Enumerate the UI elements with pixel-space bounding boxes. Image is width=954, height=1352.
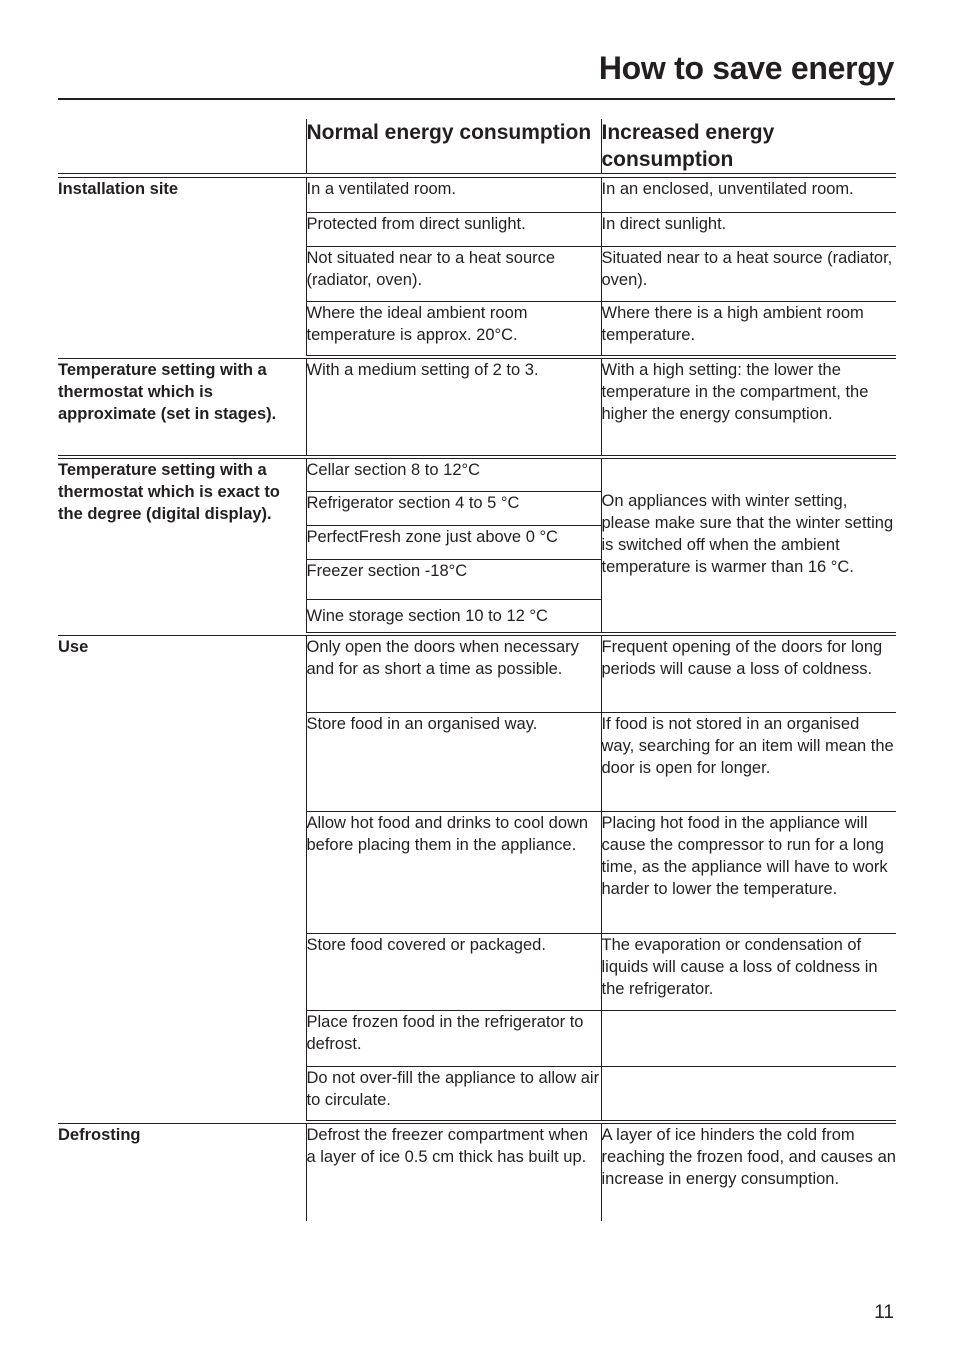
normal-cell: Not situated near to a heat source (radiator, oven). bbox=[306, 247, 601, 302]
table-header-row bbox=[58, 119, 896, 174]
header-normal: Normal energy consumption bbox=[306, 119, 601, 174]
increased-cell: In direct sunlight. bbox=[601, 213, 896, 247]
normal-cell: Where the ideal ambient room temperature is approx. 20°C. bbox=[306, 302, 601, 356]
header-blank bbox=[58, 119, 306, 174]
group-label-use: Use bbox=[58, 638, 89, 656]
increased-cell bbox=[601, 1011, 896, 1067]
table-row bbox=[58, 178, 896, 213]
normal-cell: Store food in an organised way. bbox=[306, 713, 601, 812]
normal-cell: Only open the doors when necessary and for as short a time as possible. bbox=[306, 636, 601, 713]
table-row bbox=[58, 636, 896, 713]
increased-cell: A layer of ice hinders the cold from reaching the frozen food, and causes an increase in energy consumption. bbox=[601, 1124, 896, 1221]
increased-cell: If food is not stored in an organised way, searching for an item will mean the door is open for longer. bbox=[601, 713, 896, 812]
energy-table bbox=[58, 119, 896, 1221]
increased-cell bbox=[601, 1067, 896, 1121]
normal-cell: Store food covered or packaged. bbox=[306, 934, 601, 1011]
increased-cell: In an enclosed, unventilated room. bbox=[601, 178, 896, 213]
page-title: How to save energy bbox=[598, 50, 894, 86]
table-row bbox=[58, 459, 896, 492]
increased-cell: Where there is a high ambient room temperature. bbox=[601, 302, 896, 356]
normal-cell: With a medium setting of 2 to 3. bbox=[306, 359, 601, 456]
normal-cell: Defrost the freezer compartment when a layer of ice 0.5 cm thick has built up. bbox=[306, 1124, 601, 1221]
increased-cell: Frequent opening of the doors for long periods will cause a loss of coldness. bbox=[601, 636, 896, 713]
normal-cell: Refrigerator section 4 to 5 °C bbox=[306, 492, 601, 526]
normal-cell: PerfectFresh zone just above 0 °C bbox=[306, 526, 601, 560]
increased-cell: Placing hot food in the appliance will cause the compressor to run for a long time, as the appliance will have to work harder to lower the temperature. bbox=[601, 812, 896, 934]
group-label-digital-thermostat: Temperature setting with a thermostat which is exact to the degree (digital display). bbox=[58, 461, 280, 523]
table-row bbox=[58, 1124, 896, 1221]
group-label-installation-site: Installation site bbox=[58, 180, 179, 198]
group-label-defrosting: Defrosting bbox=[58, 1126, 141, 1144]
increased-cell: The evaporation or condensation of liquids will cause a loss of coldness in the refrigerator. bbox=[601, 934, 896, 1011]
normal-cell: Place frozen food in the refrigerator to defrost. bbox=[306, 1011, 601, 1067]
table-row bbox=[58, 359, 896, 456]
normal-cell: Freezer section -18°C bbox=[306, 560, 601, 600]
normal-cell: Cellar section 8 to 12°C bbox=[306, 459, 601, 492]
normal-cell: Allow hot food and drinks to cool down before placing them in the appliance. bbox=[306, 812, 601, 934]
increased-cell: Situated near to a heat source (radiator, oven). bbox=[601, 247, 896, 302]
increased-merged-cell: On appliances with winter setting, please make sure that the winter setting is switched off when the ambient temperature is warmer than 16 °C. bbox=[601, 459, 896, 633]
normal-cell: Do not over-fill the appliance to allow air to circulate. bbox=[306, 1067, 601, 1121]
title-divider bbox=[58, 98, 895, 100]
normal-cell: Protected from direct sunlight. bbox=[306, 213, 601, 247]
header-increased: Increased energy consumption bbox=[601, 119, 896, 174]
normal-cell: In a ventilated room. bbox=[306, 178, 601, 213]
page-number: 11 bbox=[874, 1302, 894, 1323]
normal-cell: Wine storage section 10 to 12 °C bbox=[306, 600, 601, 633]
increased-cell: With a high setting: the lower the temperature in the compartment, the higher the energy consumption. bbox=[601, 359, 896, 456]
group-label-approximate-thermostat: Temperature setting with a thermostat which is approximate (set in stages). bbox=[58, 359, 306, 456]
